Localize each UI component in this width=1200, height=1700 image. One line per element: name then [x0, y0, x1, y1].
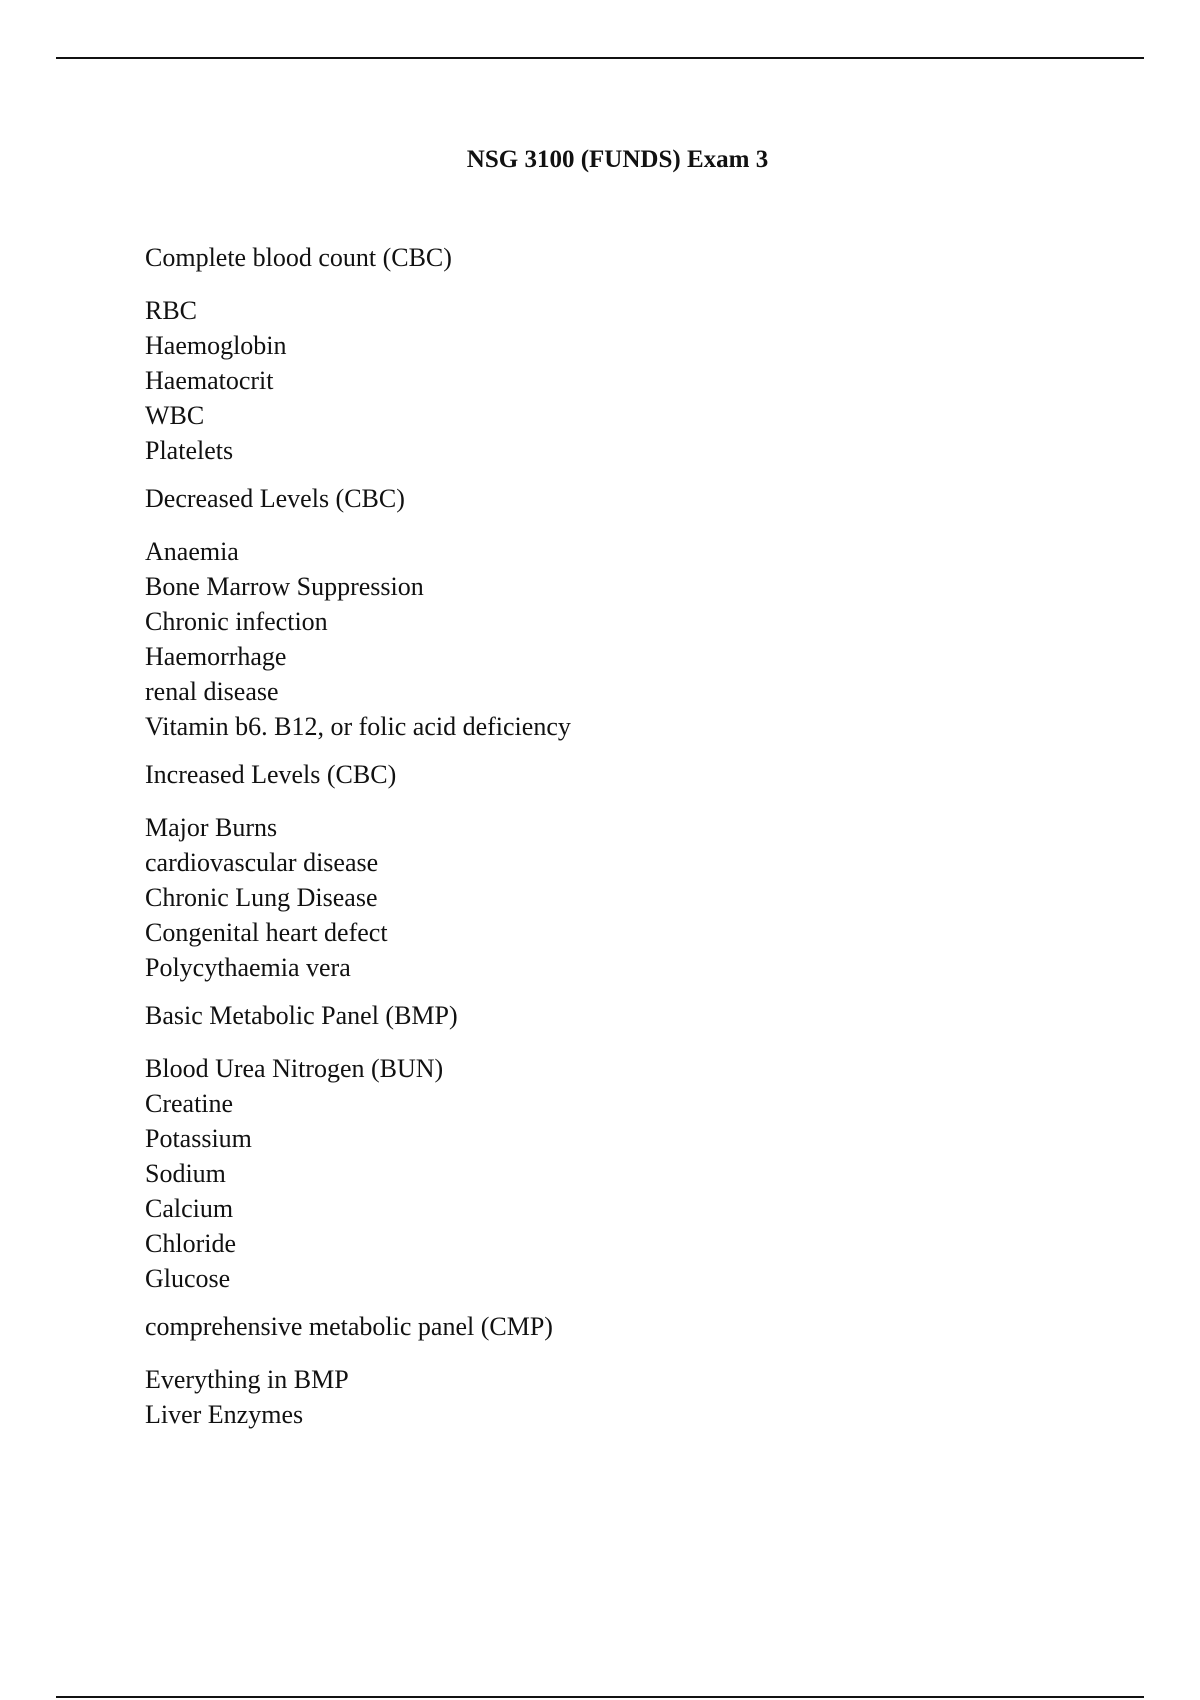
section-heading: Complete blood count (CBC) — [145, 243, 452, 272]
section-heading: Decreased Levels (CBC) — [145, 484, 405, 513]
list-item: Creatine — [145, 1089, 234, 1118]
section-cmp — [145, 1312, 1045, 1432]
top-divider — [56, 57, 1144, 59]
list-item: Anaemia — [145, 537, 239, 566]
item-list — [145, 1362, 1045, 1432]
section-bmp — [145, 1001, 1045, 1296]
list-item: Liver Enzymes — [145, 1400, 304, 1429]
item-list — [145, 810, 1045, 985]
list-item: Chloride — [145, 1229, 236, 1258]
item-list — [145, 1051, 1045, 1296]
bottom-divider — [56, 1696, 1144, 1698]
item-list — [145, 534, 1045, 744]
section-cbc — [145, 243, 1045, 468]
list-item: Blood Urea Nitrogen (BUN) — [145, 1054, 444, 1083]
list-item: Sodium — [145, 1159, 226, 1188]
section-heading: Basic Metabolic Panel (BMP) — [145, 1001, 458, 1030]
list-item: Haemoglobin — [145, 331, 287, 360]
list-item: Vitamin b6. B12, or folic acid deficiency — [145, 712, 571, 741]
list-item: Congenital heart defect — [145, 918, 388, 947]
list-item: Platelets — [145, 436, 234, 465]
section-heading: Increased Levels (CBC) — [145, 760, 397, 789]
list-item: Bone Marrow Suppression — [145, 572, 424, 601]
list-item: Glucose — [145, 1264, 231, 1293]
page-title: NSG 3100 (FUNDS) Exam 3 — [466, 146, 769, 173]
document-body — [145, 243, 1045, 1448]
list-item: Chronic infection — [145, 607, 328, 636]
list-item: Potassium — [145, 1124, 252, 1153]
list-item: cardiovascular disease — [145, 848, 379, 877]
list-item: WBC — [145, 401, 205, 430]
item-list — [145, 293, 1045, 468]
list-item: Polycythaemia vera — [145, 953, 351, 982]
list-item: Major Burns — [145, 813, 278, 842]
list-item: Haemorrhage — [145, 642, 287, 671]
list-item: Everything in BMP — [145, 1365, 349, 1394]
section-decreased-levels — [145, 484, 1045, 744]
section-heading: comprehensive metabolic panel (CMP) — [145, 1312, 553, 1341]
list-item: Calcium — [145, 1194, 234, 1223]
list-item: renal disease — [145, 677, 279, 706]
section-increased-levels — [145, 760, 1045, 985]
list-item: RBC — [145, 296, 198, 325]
list-item: Chronic Lung Disease — [145, 883, 378, 912]
list-item: Haematocrit — [145, 366, 274, 395]
